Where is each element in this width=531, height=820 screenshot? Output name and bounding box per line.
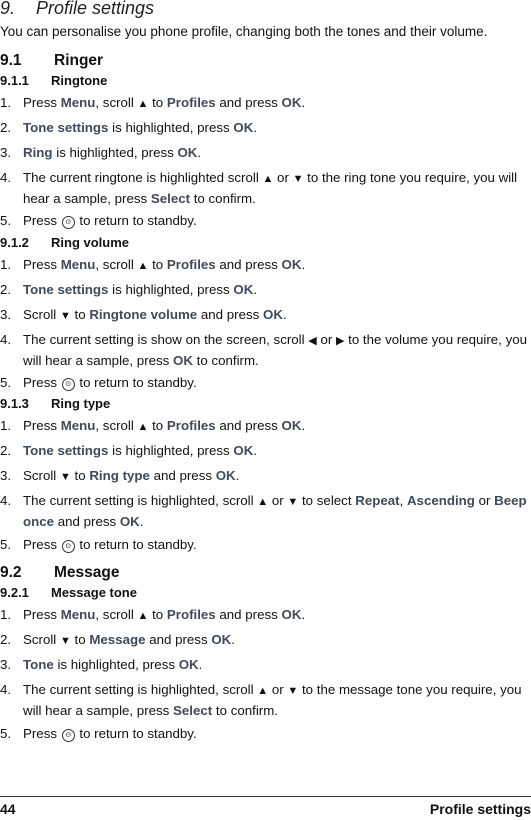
step-number: 3. bbox=[0, 468, 12, 483]
step-number: 3. bbox=[0, 145, 12, 160]
menu-keyword: OK bbox=[233, 120, 254, 135]
scroll-down-icon: ▼ bbox=[59, 635, 71, 647]
scroll-down-icon: ▼ bbox=[292, 173, 304, 185]
menu-keyword: Message bbox=[89, 632, 146, 647]
step-text-run: . bbox=[301, 257, 306, 272]
menu-keyword: Profiles bbox=[166, 257, 216, 272]
step-text-run: Scroll bbox=[23, 468, 60, 483]
step-text bbox=[23, 255, 531, 276]
footer-section-title: Profile settings bbox=[429, 801, 531, 817]
title-number: 9. bbox=[0, 0, 16, 18]
step-text-run: Press bbox=[23, 537, 61, 552]
step-text bbox=[23, 491, 531, 531]
end-key-icon: ⊙ bbox=[62, 378, 75, 391]
step-text bbox=[23, 724, 531, 743]
subsection-number: 9.1.1 bbox=[0, 73, 29, 88]
scroll-down-icon: ▼ bbox=[287, 685, 299, 697]
step-number: 1. bbox=[0, 607, 12, 622]
menu-keyword: Menu bbox=[60, 257, 96, 272]
step-text-run: to confirm. bbox=[190, 191, 256, 206]
step-text-run: to the message tone you require, you will hear a sample, press bbox=[23, 682, 522, 718]
menu-keyword: Tone settings bbox=[23, 120, 109, 135]
scroll-up-icon: ▲ bbox=[262, 173, 274, 185]
menu-keyword: Ring bbox=[23, 145, 53, 160]
subsection-title: Ring volume bbox=[51, 235, 130, 250]
step-text-run: to bbox=[148, 95, 167, 110]
step-text-run: or bbox=[273, 170, 293, 185]
subsection-number: 9.2.1 bbox=[0, 585, 29, 600]
step-number: 5. bbox=[0, 726, 12, 741]
menu-keyword: Profiles bbox=[166, 95, 216, 110]
footer-page-number: 44 bbox=[0, 801, 16, 817]
menu-keyword: OK bbox=[178, 657, 199, 672]
menu-keyword: OK bbox=[281, 257, 302, 272]
step-text-run: and press bbox=[149, 468, 216, 483]
menu-keyword: Ringtone volume bbox=[89, 307, 198, 322]
step-text-run: or bbox=[316, 332, 336, 347]
step-text-run: to bbox=[148, 257, 167, 272]
step-text-run: or bbox=[268, 493, 288, 508]
step-text-run: to the volume you require, you will hear a sample, press bbox=[23, 332, 528, 368]
step-text bbox=[23, 680, 531, 720]
step-text-run: , scroll bbox=[95, 257, 138, 272]
scroll-up-icon: ▲ bbox=[137, 421, 149, 433]
step-text-run: and press bbox=[215, 257, 282, 272]
step-text-run: . bbox=[197, 145, 202, 160]
step-text-run: is highlighted, press bbox=[52, 145, 178, 160]
step-text-run: to confirm. bbox=[212, 703, 278, 718]
step-number: 4. bbox=[0, 493, 12, 508]
menu-keyword: Repeat bbox=[355, 493, 400, 508]
step-text bbox=[23, 441, 531, 460]
menu-keyword: Ring type bbox=[89, 468, 150, 483]
menu-keyword: OK bbox=[177, 145, 198, 160]
menu-keyword: OK bbox=[211, 632, 232, 647]
step-text-run: Scroll bbox=[23, 307, 60, 322]
subsection-message-tone-heading bbox=[0, 585, 137, 600]
step-text-run: to bbox=[70, 632, 90, 647]
scroll-up-icon: ▲ bbox=[137, 610, 149, 622]
step-text-run: Press bbox=[23, 213, 61, 228]
menu-keyword: OK bbox=[262, 307, 283, 322]
step-text bbox=[23, 330, 531, 370]
scroll-left-icon: ◀ bbox=[308, 335, 317, 347]
step-text-run: and press bbox=[197, 307, 263, 322]
menu-keyword: OK bbox=[233, 443, 254, 458]
step-text-run: to bbox=[148, 418, 167, 433]
step-text-run: to bbox=[70, 307, 90, 322]
step-text-run: Press bbox=[23, 607, 61, 622]
section-title: Ringer bbox=[54, 52, 104, 69]
step-text-run: to return to standby. bbox=[75, 375, 197, 390]
step-text bbox=[23, 211, 531, 230]
step-text-run: is highlighted, press bbox=[108, 443, 234, 458]
menu-keyword: Ascending bbox=[406, 493, 475, 508]
scroll-down-icon: ▼ bbox=[59, 471, 71, 483]
section-number: 9.2 bbox=[0, 564, 22, 581]
scroll-up-icon: ▲ bbox=[137, 98, 149, 110]
menu-keyword: OK bbox=[173, 353, 193, 368]
step-text-run: or bbox=[268, 682, 288, 697]
subsection-title: Message tone bbox=[51, 585, 137, 600]
step-number: 2. bbox=[0, 443, 12, 458]
step-text-run: Press bbox=[23, 375, 61, 390]
menu-keyword: Profiles bbox=[166, 607, 216, 622]
step-text-run: The current setting is show on the screen, scroll bbox=[23, 332, 309, 347]
step-text-run: and press bbox=[215, 95, 282, 110]
step-text-run: Press bbox=[23, 418, 61, 433]
section-number: 9.1 bbox=[0, 52, 22, 69]
step-text bbox=[23, 630, 531, 651]
intro-text: You can personalise you phone profile, changing both the tones and their volume. bbox=[0, 24, 488, 39]
section-title: Message bbox=[54, 564, 120, 581]
step-text-run: and press bbox=[145, 632, 212, 647]
end-key-icon: ⊙ bbox=[62, 216, 75, 229]
scroll-right-icon: ▶ bbox=[335, 335, 345, 347]
step-number: 5. bbox=[0, 213, 12, 228]
scroll-up-icon: ▲ bbox=[137, 260, 149, 272]
step-number: 2. bbox=[0, 120, 12, 135]
step-number: 4. bbox=[0, 170, 12, 185]
subsection-ringtone-heading bbox=[0, 73, 107, 88]
subsection-number: 9.1.2 bbox=[0, 235, 29, 250]
menu-keyword: OK bbox=[215, 468, 236, 483]
step-text bbox=[23, 280, 531, 299]
menu-keyword: Menu bbox=[60, 418, 96, 433]
step-text-run: . bbox=[253, 443, 258, 458]
step-text-run: Press bbox=[23, 95, 61, 110]
step-text-run: . bbox=[301, 607, 306, 622]
step-text bbox=[23, 143, 531, 162]
step-text bbox=[23, 118, 531, 137]
scroll-down-icon: ▼ bbox=[287, 496, 299, 508]
menu-keyword: Menu bbox=[60, 607, 96, 622]
menu-keyword: Select bbox=[173, 703, 213, 718]
step-number: 4. bbox=[0, 332, 12, 347]
step-text-run: to return to standby. bbox=[75, 537, 197, 552]
step-number: 1. bbox=[0, 257, 12, 272]
menu-keyword: Tone settings bbox=[23, 443, 109, 458]
step-text-run: to return to standby. bbox=[75, 213, 197, 228]
step-text-run: and press bbox=[215, 607, 282, 622]
section-ringer-heading bbox=[0, 52, 103, 70]
scroll-up-icon: ▲ bbox=[257, 496, 269, 508]
step-text bbox=[23, 93, 531, 114]
step-text-run: Scroll bbox=[23, 632, 60, 647]
subsection-number: 9.1.3 bbox=[0, 396, 29, 411]
step-text-run: to bbox=[148, 607, 167, 622]
step-number: 2. bbox=[0, 282, 12, 297]
step-text-run: to the ring tone you require, you will hear a sample, press bbox=[23, 170, 518, 206]
scroll-down-icon: ▼ bbox=[59, 310, 71, 322]
step-text bbox=[23, 466, 531, 487]
step-text-run: . bbox=[139, 514, 144, 529]
menu-keyword: OK bbox=[281, 607, 302, 622]
step-text bbox=[23, 305, 531, 326]
menu-keyword: Tone settings bbox=[23, 282, 109, 297]
step-text-run: is highlighted, press bbox=[108, 282, 234, 297]
step-text-run: or bbox=[474, 493, 495, 508]
step-text-run: to confirm. bbox=[192, 353, 259, 368]
menu-keyword: Tone bbox=[23, 657, 54, 672]
step-text-run: . bbox=[231, 632, 235, 647]
step-number: 2. bbox=[0, 632, 12, 647]
step-text-run: to select bbox=[298, 493, 356, 508]
step-text-run: The current setting is highlighted, scroll bbox=[23, 682, 258, 697]
step-text-run: Press bbox=[23, 726, 61, 741]
menu-keyword: OK bbox=[233, 282, 254, 297]
step-text bbox=[23, 655, 531, 674]
step-text-run: . bbox=[198, 657, 203, 672]
step-text-run: . bbox=[253, 282, 258, 297]
subsection-title: Ring type bbox=[51, 396, 111, 411]
step-text-run: . bbox=[235, 468, 240, 483]
menu-keyword: Menu bbox=[60, 95, 96, 110]
step-text-run: to bbox=[70, 468, 90, 483]
menu-keyword: Beep once bbox=[23, 493, 527, 529]
step-text-run: . bbox=[301, 418, 306, 433]
step-text-run: , scroll bbox=[95, 95, 138, 110]
scroll-up-icon: ▲ bbox=[257, 685, 269, 697]
step-number: 3. bbox=[0, 657, 12, 672]
step-number: 1. bbox=[0, 418, 12, 433]
menu-keyword: Profiles bbox=[166, 418, 216, 433]
step-text-run: , scroll bbox=[95, 418, 138, 433]
step-text-run: is highlighted, press bbox=[108, 120, 234, 135]
end-key-icon: ⊙ bbox=[62, 729, 75, 742]
step-text-run: to return to standby. bbox=[75, 726, 197, 741]
step-text-run: . bbox=[253, 120, 258, 135]
step-text bbox=[23, 535, 531, 554]
menu-keyword: OK bbox=[281, 418, 302, 433]
step-text-run: The current setting is highlighted, scroll bbox=[23, 493, 258, 508]
step-text-run: . bbox=[282, 307, 287, 322]
step-text bbox=[23, 605, 531, 626]
menu-keyword: OK bbox=[119, 514, 140, 529]
step-text-run: The current ringtone is highlighted scroll bbox=[23, 170, 263, 185]
step-number: 1. bbox=[0, 95, 12, 110]
step-text-run: and press bbox=[215, 418, 282, 433]
step-text bbox=[23, 416, 531, 437]
step-text-run: and press bbox=[54, 514, 120, 529]
title-text: Profile settings bbox=[36, 0, 155, 18]
step-number: 3. bbox=[0, 307, 12, 322]
step-number: 5. bbox=[0, 537, 12, 552]
subsection-title: Ringtone bbox=[51, 73, 108, 88]
step-text-run: . bbox=[301, 95, 306, 110]
step-number: 5. bbox=[0, 375, 12, 390]
menu-keyword: OK bbox=[281, 95, 302, 110]
step-number: 4. bbox=[0, 682, 12, 697]
step-text-run: is highlighted, press bbox=[53, 657, 179, 672]
end-key-icon: ⊙ bbox=[62, 540, 75, 553]
step-text bbox=[23, 373, 531, 392]
step-text-run: Press bbox=[23, 257, 61, 272]
subsection-ring-type-heading bbox=[0, 396, 110, 411]
section-message-heading bbox=[0, 564, 119, 582]
step-text-run: , bbox=[399, 493, 407, 508]
step-text-run: , scroll bbox=[95, 607, 138, 622]
subsection-ring-volume-heading bbox=[0, 235, 129, 250]
page-title bbox=[0, 0, 154, 19]
menu-keyword: Select bbox=[150, 191, 191, 206]
footer-divider bbox=[0, 796, 531, 797]
step-text bbox=[23, 168, 531, 208]
